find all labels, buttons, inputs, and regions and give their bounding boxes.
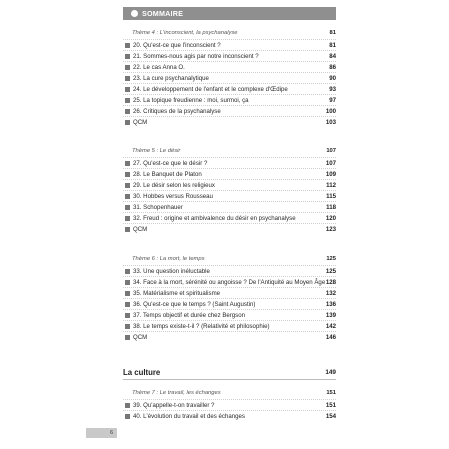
entry-label: 29. Le désir selon les religieux xyxy=(133,182,215,189)
entry-label: 23. La cure psychanalytique xyxy=(133,75,209,82)
entry-page: 93 xyxy=(329,86,336,93)
toc-entry[interactable] xyxy=(123,201,336,212)
entry-page: 81 xyxy=(329,42,336,49)
toc-entry[interactable] xyxy=(123,298,336,309)
square-bullet-icon xyxy=(125,194,130,199)
entry-page: 84 xyxy=(329,53,336,60)
header-title: SOMMAIRE xyxy=(142,9,184,18)
entry-label: 26. Critiques de la psychanalyse xyxy=(133,108,221,115)
entry-page: 109 xyxy=(325,171,336,178)
square-bullet-icon xyxy=(125,291,130,296)
entry-page: 115 xyxy=(326,193,336,200)
entry-label: 24. Le développement de l'enfant et le complexe d'Œdipe xyxy=(133,86,288,93)
entry-label: QCM xyxy=(133,119,148,126)
toc-entry[interactable] xyxy=(123,61,336,72)
toc-entry[interactable] xyxy=(123,83,336,94)
square-bullet-icon xyxy=(125,172,130,177)
page-number: 6 xyxy=(86,428,117,438)
toc-entry[interactable] xyxy=(123,72,336,83)
entry-page: 142 xyxy=(325,323,336,330)
entry-page: 103 xyxy=(325,119,336,126)
entry-label: 20. Qu'est-ce que l'inconscient ? xyxy=(133,42,221,49)
entry-page: 120 xyxy=(325,215,336,222)
entry-label: 37. Temps objectif et durée chez Bergson xyxy=(133,312,246,319)
toc-entry[interactable] xyxy=(123,276,336,287)
entry-label: 35. Matérialisme et spiritualisme xyxy=(133,290,221,297)
square-bullet-icon xyxy=(125,98,130,103)
toc-entry[interactable] xyxy=(123,105,336,116)
toc-entry[interactable] xyxy=(123,309,336,320)
toc-entry[interactable] xyxy=(123,287,336,298)
toc-entry[interactable] xyxy=(123,157,336,168)
toc-entry[interactable] xyxy=(123,168,336,179)
square-bullet-icon xyxy=(125,335,130,340)
entry-page: 125 xyxy=(325,268,336,275)
square-bullet-icon xyxy=(125,161,130,166)
toc-entry[interactable] xyxy=(123,399,336,410)
toc-entry[interactable] xyxy=(123,331,336,342)
entry-label: 25. La topique freudienne : moi, surmoi, ça xyxy=(133,97,249,104)
entry-page: 123 xyxy=(325,226,336,233)
theme-heading xyxy=(123,254,336,265)
square-bullet-icon xyxy=(125,54,130,59)
entry-label: 36. Qu'est-ce que le temps ? (Saint Augustin) xyxy=(133,301,256,308)
theme-page: 151 xyxy=(326,390,336,396)
square-bullet-icon xyxy=(125,183,130,188)
square-bullet-icon xyxy=(125,414,130,419)
entry-page: 154 xyxy=(325,413,336,420)
theme-5-block xyxy=(123,146,336,234)
section-title: La culture xyxy=(123,368,161,377)
toc-entry[interactable] xyxy=(123,320,336,331)
entry-label: 21. Sommes-nous agis par notre inconscient ? xyxy=(133,53,259,60)
entry-label: 31. Schopenhauer xyxy=(133,204,183,211)
theme-heading xyxy=(123,146,336,157)
entry-label: 38. Le temps existe-t-il ? (Relativité et philosophie) xyxy=(133,323,270,330)
entry-label: 27. Qu'est-ce que le désir ? xyxy=(133,160,208,167)
section-page: 149 xyxy=(325,369,336,376)
theme-6-block xyxy=(123,254,336,342)
entry-label: 32. Freud : origine et ambivalence du désir en psychanalyse xyxy=(133,215,296,222)
square-bullet-icon xyxy=(125,227,130,232)
toc-entry[interactable] xyxy=(123,265,336,276)
entry-page: 132 xyxy=(325,290,336,297)
entry-page: 118 xyxy=(326,204,336,211)
square-bullet-icon xyxy=(125,76,130,81)
toc-entry[interactable] xyxy=(123,50,336,61)
theme-title: Thème 6 : La mort, le temps xyxy=(132,256,205,262)
toc-entry[interactable] xyxy=(123,94,336,105)
entry-label: QCM xyxy=(133,226,148,233)
square-bullet-icon xyxy=(125,87,130,92)
square-bullet-icon xyxy=(125,269,130,274)
entry-label: 39. Qu'appelle-t-on travailler ? xyxy=(133,402,215,409)
entry-page: 139 xyxy=(325,312,336,319)
theme-page: 81 xyxy=(329,30,336,36)
square-bullet-icon xyxy=(125,216,130,221)
entry-page: 151 xyxy=(325,402,336,409)
section-heading[interactable] xyxy=(123,366,336,380)
theme-page: 125 xyxy=(326,256,336,262)
theme-heading xyxy=(123,388,336,399)
square-bullet-icon xyxy=(125,43,130,48)
entry-page: 136 xyxy=(325,301,336,308)
theme-title: Thème 4 : L'inconscient, la psychanalyse xyxy=(132,30,238,36)
toc-entry[interactable] xyxy=(123,116,336,127)
toc-entry[interactable] xyxy=(123,223,336,234)
entry-label: 33. Une question inéluctable xyxy=(133,268,210,275)
entry-label: QCM xyxy=(133,334,148,341)
square-bullet-icon xyxy=(125,205,130,210)
square-bullet-icon xyxy=(125,65,130,70)
square-bullet-icon xyxy=(125,302,130,307)
theme-title: Thème 7 : Le travail, les échanges xyxy=(132,390,221,396)
sommaire-header xyxy=(123,7,336,20)
entry-label: 40. L'évolution du travail et des échanges xyxy=(133,413,245,420)
entry-label: 22. Le cas Anna O. xyxy=(133,64,185,71)
entry-page: 128 xyxy=(325,279,336,286)
theme-heading xyxy=(123,28,336,39)
entry-page: 146 xyxy=(325,334,336,341)
toc-entry[interactable] xyxy=(123,179,336,190)
bullet-icon xyxy=(131,10,138,17)
entry-page: 90 xyxy=(329,75,336,82)
square-bullet-icon xyxy=(125,109,130,114)
entry-page: 86 xyxy=(329,64,336,71)
theme-4-block xyxy=(123,28,336,127)
entry-page: 112 xyxy=(326,182,336,189)
toc-entry[interactable] xyxy=(123,39,336,50)
entry-label: 34. Face à la mort, sérénité ou angoisse ? De l'Antiquité au Moyen Âge xyxy=(133,279,326,286)
entry-page: 107 xyxy=(325,160,336,167)
entry-label: 28. Le Banquet de Platon xyxy=(133,171,202,178)
toc-entry[interactable] xyxy=(123,410,336,421)
theme-title: Thème 5 : Le désir xyxy=(132,148,181,154)
entry-page: 97 xyxy=(329,97,336,104)
entry-page: 100 xyxy=(325,108,336,115)
toc-entry[interactable] xyxy=(123,190,336,201)
theme-7-block xyxy=(123,388,336,421)
square-bullet-icon xyxy=(125,120,130,125)
entry-label: 30. Hobbes versus Rousseau xyxy=(133,193,213,200)
square-bullet-icon xyxy=(125,280,130,285)
theme-page: 107 xyxy=(326,148,336,154)
square-bullet-icon xyxy=(125,324,130,329)
square-bullet-icon xyxy=(125,403,130,408)
square-bullet-icon xyxy=(125,313,130,318)
toc-entry[interactable] xyxy=(123,212,336,223)
